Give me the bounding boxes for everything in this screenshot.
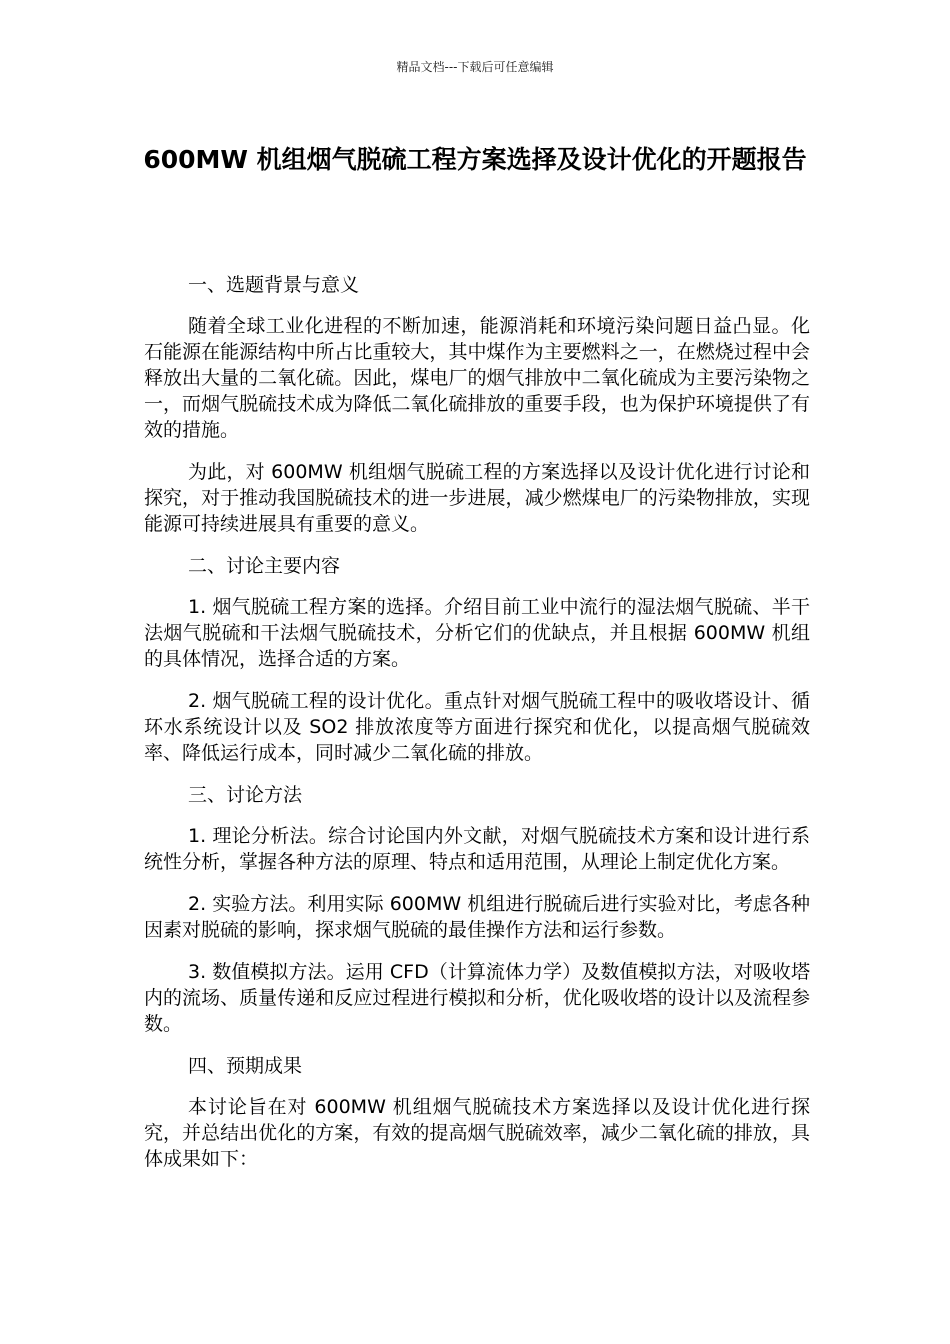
section-heading: 一、选题背景与意义 — [188, 274, 360, 296]
paragraph: 1. 理论分析法。综合讨论国内外文献，对烟气脱硫技术方案和设计进行系统性分析，掌握各种方法的原理、特点和适用范围，从理论上制定优化方案。 — [144, 825, 810, 873]
section-heading: 四、预期成果 — [188, 1055, 303, 1077]
paragraph: 2. 烟气脱硫工程的设计优化。重点针对烟气脱硫工程中的吸收塔设计、循环水系统设计以及 SO2 排放浓度等方面进行探究和优化，以提高烟气脱硫效率、降低运行成本，同时减少二氧化硫的排放。 — [144, 690, 810, 764]
paragraph: 2. 实验方法。利用实际 600MW 机组进行脱硫后进行实验对比，考虑各种因素对脱硫的影响，探求烟气脱硫的最佳操作方法和运行参数。 — [144, 893, 810, 941]
document-body — [144, 272, 810, 1188]
section-heading: 二、讨论主要内容 — [188, 555, 341, 577]
paragraph: 随着全球工业化进程的不断加速，能源消耗和环境污染问题日益凸显。化石能源在能源结构中所占比重较大，其中煤作为主要燃料之一，在燃烧过程中会释放出大量的二氧化硫。因此，煤电厂的烟气排放中二氧化硫成为主要污染物之一，而烟气脱硫技术成为降低二氧化硫排放的重要手段，也为保护环境提供了有效的措施。 — [144, 315, 810, 441]
document-title: 600MW 机组烟气脱硫工程方案选择及设计优化的开题报告 — [143, 145, 807, 174]
paragraph: 1. 烟气脱硫工程方案的选择。介绍目前工业中流行的湿法烟气脱硫、半干法烟气脱硫和干法烟气脱硫技术，分析它们的优缺点，并且根据 600MW 机组的具体情况，选择合适的方案。 — [144, 596, 810, 670]
paragraph: 为此，对 600MW 机组烟气脱硫工程的方案选择以及设计优化进行讨论和探究，对于推动我国脱硫技术的进一步进展，减少燃煤电厂的污染物排放，实现能源可持续进展具有重要的意义。 — [144, 461, 810, 535]
paragraph: 3. 数值模拟方法。运用 CFD（计算流体力学）及数值模拟方法，对吸收塔内的流场、质量传递和反应过程进行模拟和分析，优化吸收塔的设计以及流程参数。 — [144, 961, 810, 1035]
header-note: 精品文档---下载后可任意编辑 — [396, 60, 554, 74]
section-heading: 三、讨论方法 — [188, 784, 303, 806]
paragraph: 本讨论旨在对 600MW 机组烟气脱硫技术方案选择以及设计优化进行探究，并总结出优化的方案，有效的提高烟气脱硫效率，减少二氧化硫的排放，具体成果如下： — [144, 1096, 810, 1170]
